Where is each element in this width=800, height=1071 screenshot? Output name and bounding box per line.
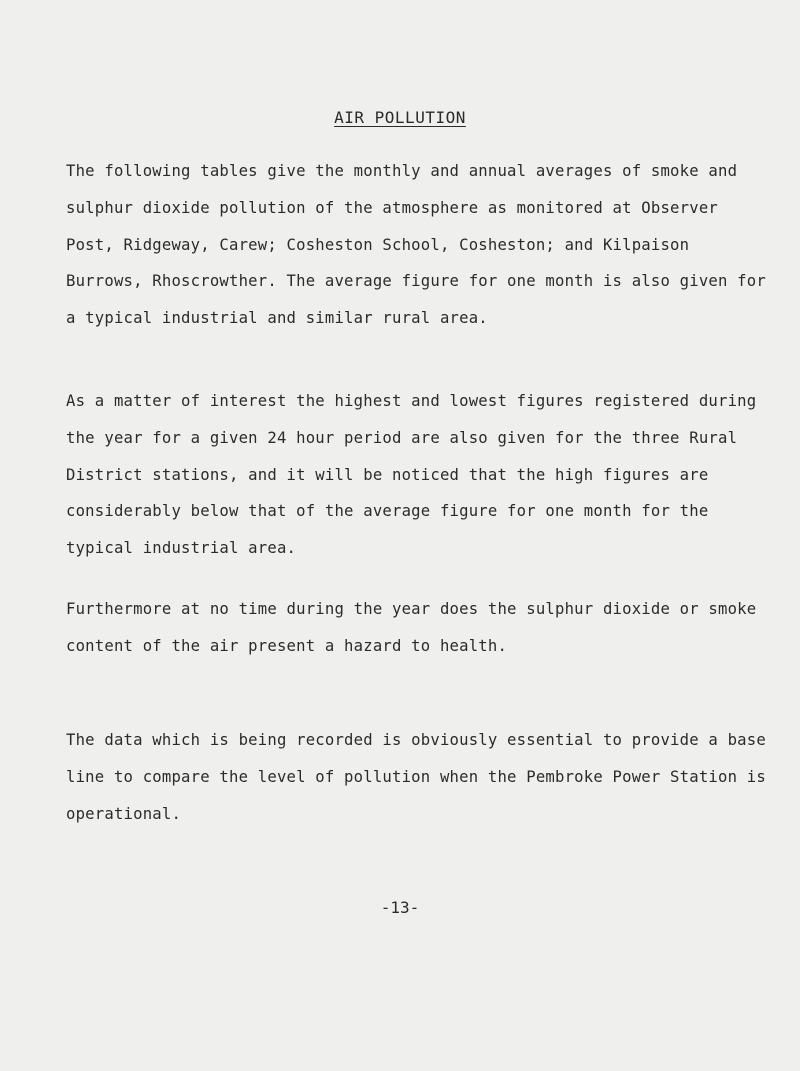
- page-title: AIR POLLUTION: [334, 108, 466, 127]
- page-number: -13-: [380, 898, 420, 917]
- paragraph-base-line: The data which is being recorded is obviously essential to provide a base line to compare the level of pollution when the Pembroke Power Station is operational.: [66, 731, 766, 823]
- paragraph-highest-lowest-figures: As a matter of interest the highest and lowest figures registered during the year for a given 24 hour period are also given for the three Rural District stations, and it will be noticed that the high figures are considerably below that of the average figure for one month for the typical industrial area.: [66, 392, 757, 558]
- paragraph-health-hazard: Furthermore at no time during the year does the sulphur dioxide or smoke content of the air present a hazard to health.: [66, 600, 757, 655]
- paragraph-monitoring-stations: The following tables give the monthly and annual averages of smoke and sulphur dioxide pollution of the atmosphere as monitored at Observer Post, Ridgeway, Carew; Cosheston School, Cosheston; and Kilpaison Burrows, Rhoscrowther. The average figure for one month is also given for a typical industrial and similar rural area.: [66, 162, 766, 328]
